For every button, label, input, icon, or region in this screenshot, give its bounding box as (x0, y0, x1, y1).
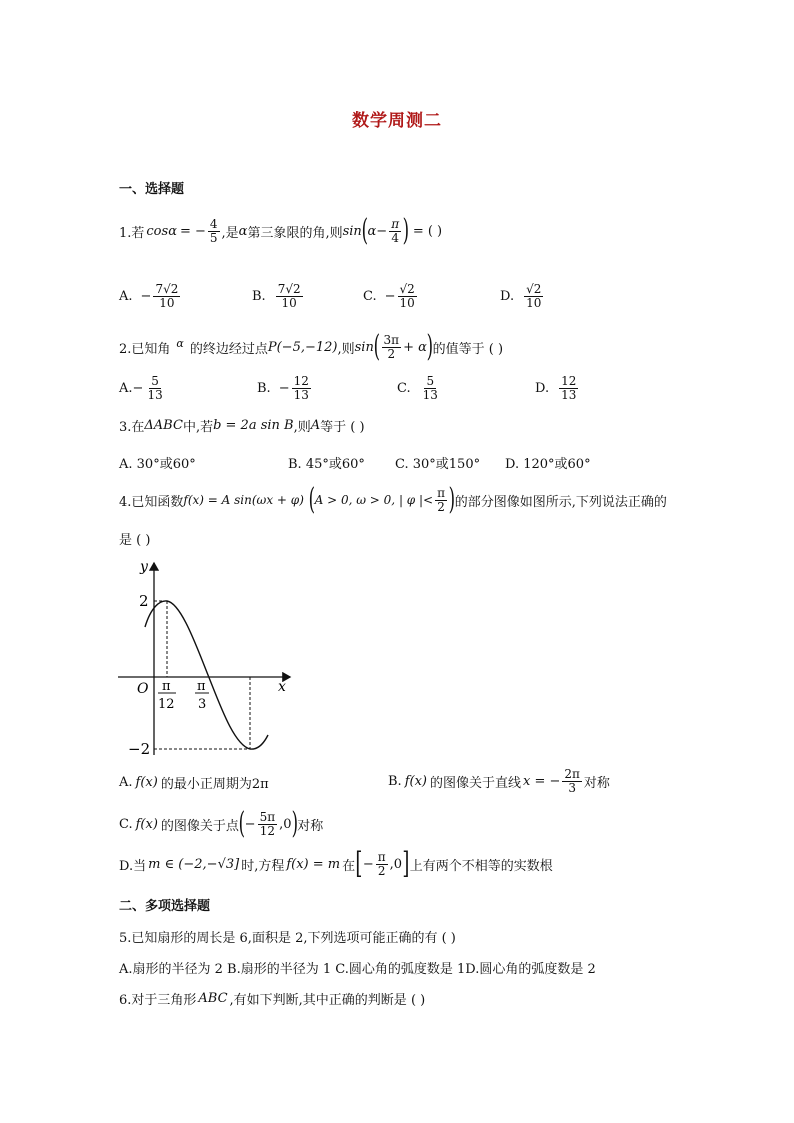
q2-opt-b-den: 13 (293, 387, 309, 402)
ymin-label: −2 (128, 740, 151, 758)
q4-opt-b-den: 3 (568, 780, 576, 795)
q2-sin: sin (354, 339, 374, 355)
q2-opt-b-num: 12 (293, 373, 309, 388)
q6-triangle: ABC (198, 990, 228, 1006)
q2-opt-d-den: 13 (561, 387, 577, 402)
q4-opt-d-sign: − (362, 856, 374, 872)
q4-opt-c-label: C. (119, 816, 133, 832)
question-4 (119, 482, 667, 518)
q1-minus: − (376, 223, 388, 239)
q4-opt-c-f: f(x) (135, 816, 158, 832)
q1-fraction-den: 5 (209, 230, 218, 245)
q1-opt-c-sign: − (384, 288, 396, 304)
q4-opt-b-frac (562, 768, 582, 794)
question-3 (119, 415, 365, 435)
q4-opt-b-num: 2π (564, 766, 580, 781)
q3-lead: 3.在 (119, 419, 145, 435)
q4-option-d (119, 846, 553, 882)
q2-mid: 的终边经过点 (189, 341, 268, 357)
q4-opt-c-tail: 对称 (297, 818, 324, 834)
q4-opt-b-f: f(x) (404, 773, 427, 789)
q4-opt-c-lparen: ( (238, 806, 246, 841)
q1-opt-c-den: 10 (399, 295, 415, 310)
q2-mid2: ,则 (337, 341, 355, 357)
q6-lead: 6.对于三角形 (119, 992, 197, 1008)
q4-opt-c-sign: − (244, 816, 256, 832)
q1-fraction-num: 4 (209, 216, 218, 231)
q2-option-a (119, 371, 167, 405)
question-5: 5.已知扇形的周长是 6,面积是 2,下列选项可能正确的有 ( ) (119, 931, 456, 946)
sine-curve (145, 601, 268, 749)
q4-cond-den: 2 (437, 499, 445, 514)
q4-opt-d-den: 2 (377, 863, 386, 878)
q2-frac-den: 2 (387, 346, 396, 361)
q2-rparen: ) (426, 329, 433, 364)
q1-mid: ,是 (221, 225, 239, 241)
ymax-label: 2 (139, 592, 149, 610)
q4-tail: 的部分图像如图所示,下列说法正确的 (454, 494, 667, 510)
q1-alpha-2: α (238, 223, 248, 239)
q4-function: f(x) = A sin(ωx + φ) (183, 493, 304, 507)
tick2-den: 3 (198, 697, 207, 712)
q3-tail: 等于 ( ) (320, 419, 365, 435)
q3-triangle: ΔABC (144, 417, 183, 433)
q2-option-c (397, 371, 442, 405)
q4-opt-a-f: f(x) (135, 774, 158, 790)
q3-equation: b = 2a sin B (213, 417, 294, 433)
q6-tail: ,有如下判断,其中正确的判断是 ( ) (229, 992, 426, 1008)
q1-lead: 1.若 (119, 225, 145, 241)
q1-pi-fraction (389, 218, 401, 244)
q1-opt-c-num: √2 (399, 281, 415, 296)
q4-line2: 是 ( ) (119, 533, 151, 548)
x-axis-label: x (278, 679, 286, 695)
tick1-den: 12 (158, 697, 175, 712)
q2-opt-c-den: 13 (422, 387, 438, 402)
q4-opt-b-label: B. (388, 773, 402, 789)
q2-lead: 2.已知角 (119, 341, 171, 357)
q1-opt-a-sign: − (140, 288, 152, 304)
q4-opt-d-eq: f(x) = m (286, 856, 341, 872)
q1-opt-c-frac (398, 283, 417, 309)
q4-opt-c-rparen: ) (291, 806, 298, 841)
q1-opt-b-label: B. (252, 288, 266, 304)
q4-opt-c-text: 的图像关于点 (160, 818, 239, 834)
q4-opt-c-num: 5π (259, 809, 276, 824)
q3-mid2: ,则 (293, 419, 311, 435)
q2-frac-num: 3π (383, 332, 400, 347)
q4-cond-frac (435, 487, 447, 513)
y-axis-label: y (140, 559, 148, 575)
q4-opt-d-rbracket: ] (402, 846, 410, 881)
q1-mid2: 第三象限的角,则 (247, 225, 343, 241)
section-heading-choice: 一、选择题 (119, 182, 185, 197)
question-2 (119, 330, 503, 364)
q1-eq: = − (179, 223, 206, 239)
q2-opt-c-num: 5 (426, 373, 435, 388)
q1-alpha: α (168, 223, 177, 239)
q3-option-b: B. 45°或60° (288, 457, 365, 472)
q3-mid: 中,若 (182, 419, 214, 435)
q1-option-b (252, 277, 305, 315)
q2-frac (382, 334, 402, 360)
q4-opt-c-zero: ,0 (279, 816, 292, 832)
q1-opt-a-num: 7√2 (155, 281, 179, 296)
q1-cos: cos (146, 223, 169, 239)
q4-opt-a-label: A. (119, 774, 133, 790)
q4-option-a (119, 772, 269, 792)
q2-lparen: ( (373, 329, 380, 364)
q2-opt-c-frac (421, 375, 440, 401)
q4-opt-d-label: D.当 (119, 858, 147, 874)
q2-opt-a-num: 5 (151, 373, 159, 388)
q4-opt-c-frac (258, 811, 278, 837)
q4-opt-d-text: 时,方程 (241, 858, 285, 874)
q2-opt-d-num: 12 (561, 373, 577, 388)
q2-opt-d-frac (559, 375, 578, 401)
q4-opt-d-frac (376, 851, 388, 877)
q3-var: A (310, 417, 321, 433)
q1-fraction (208, 218, 220, 244)
q1-opt-b-frac (276, 283, 303, 309)
q1-opt-a-label: A. (119, 288, 133, 304)
q3-option-d: D. 120°或60° (505, 457, 591, 472)
q4-option-b (388, 764, 610, 798)
q3-option-c: C. 30°或150° (395, 457, 481, 472)
q1-opt-c-label: C. (363, 288, 377, 304)
q1-option-a (119, 277, 182, 315)
q4-lparen: ( (308, 482, 315, 517)
q2-option-b (257, 371, 313, 405)
q2-opt-a-den: 13 (147, 387, 163, 402)
q1-option-d (500, 277, 545, 315)
q2-opt-a-frac (145, 375, 164, 401)
q2-plus: + α (403, 339, 427, 355)
q4-cond-num: π (437, 485, 446, 500)
q4-opt-a-text: 的最小正周期为2π (160, 776, 269, 792)
q1-four: 4 (391, 230, 399, 245)
q3-option-a: A. 30°或60° (119, 457, 196, 472)
q1-opt-d-num: √2 (526, 281, 542, 296)
q2-opt-a-sign: − (132, 380, 144, 396)
q1-opt-a-frac (153, 283, 180, 309)
q4-rparen: ) (448, 482, 456, 517)
q2-opt-d-label: D. (535, 380, 550, 396)
q4-option-c (119, 806, 323, 842)
q1-option-c (363, 277, 419, 315)
q1-tail: = ( ) (412, 223, 443, 239)
tick2-num: π (197, 679, 206, 694)
q1-opt-d-label: D. (500, 288, 515, 304)
q4-lead: 4.已知函数 (119, 494, 184, 510)
q2-point: P(−5,−12) (267, 339, 338, 355)
q4-opt-d-in: 在 (342, 858, 356, 874)
q1-rparen: ) (402, 213, 410, 248)
q5-options: A.扇形的半径为 2 B.扇形的半径为 1 C.圆心角的弧度数是 1D.圆心角的弧度数是 2 (119, 962, 596, 977)
q2-opt-b-sign: − (278, 380, 290, 396)
q4-opt-d-range: m ∈ (−2,−√3] (148, 856, 240, 872)
q4-function-graph (118, 555, 298, 760)
q1-opt-a-den: 10 (159, 295, 175, 310)
question-6 (119, 988, 425, 1008)
q2-option-d (535, 371, 580, 405)
q1-opt-d-frac (524, 283, 543, 309)
q4-condition: A > 0, ω > 0, | φ |< (314, 493, 434, 507)
q4-opt-d-num: π (377, 849, 386, 864)
q1-opt-b-den: 10 (281, 295, 297, 310)
q1-opt-d-den: 10 (526, 295, 542, 310)
q4-opt-b-xeq: x = − (523, 773, 561, 789)
q1-pi: π (391, 216, 400, 231)
q4-opt-d-tail: 上有两个不相等的实数根 (409, 858, 553, 874)
q2-opt-b-label: B. (257, 380, 271, 396)
q2-opt-a-label: A. (119, 380, 133, 396)
question-1 (119, 214, 442, 248)
origin-label: O (137, 681, 149, 697)
q2-opt-b-frac (292, 375, 311, 401)
q1-lparen: ( (361, 213, 368, 248)
page-title: 数学周测二 (352, 111, 442, 131)
q1-alpha-3: α (367, 223, 377, 239)
q1-sin: sin (342, 223, 362, 239)
q2-opt-c-label: C. (397, 380, 411, 396)
q4-opt-b-tail: 对称 (583, 775, 610, 791)
q4-opt-b-text: 的图像关于直线 (429, 775, 521, 791)
q4-opt-d-lbracket: [ (355, 846, 363, 881)
q2-tail: 的值等于 ( ) (432, 341, 504, 357)
q4-opt-c-den: 12 (259, 823, 275, 838)
q1-opt-b-num: 7√2 (277, 281, 301, 296)
section-heading-multi: 二、多项选择题 (119, 899, 211, 914)
q2-alpha: α (176, 336, 184, 350)
q4-opt-d-zero: ,0 (389, 856, 403, 872)
tick1-num: π (162, 679, 171, 694)
